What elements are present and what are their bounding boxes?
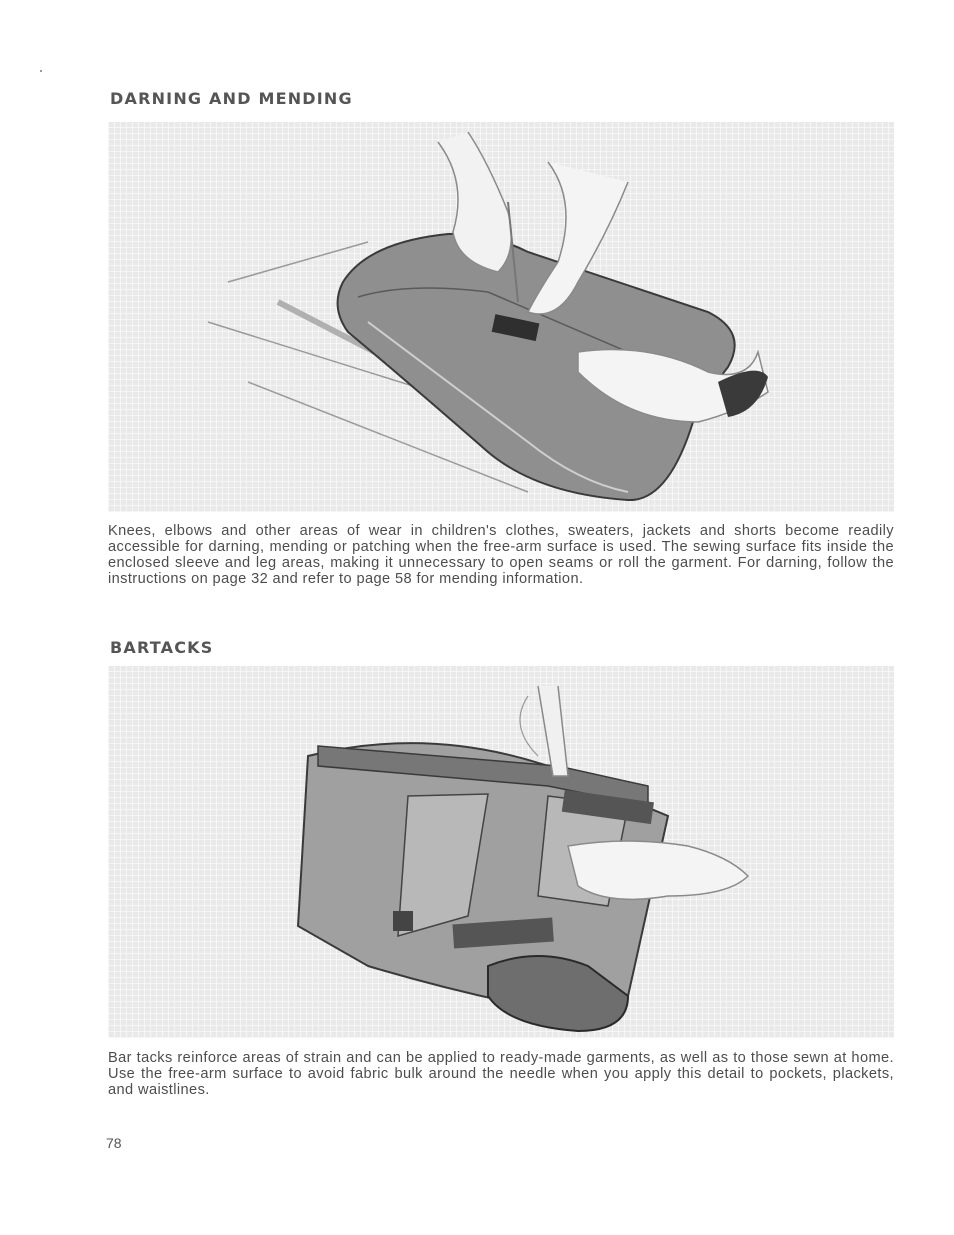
bartacks-illustration [108, 666, 894, 1038]
bartacks-description: Bar tacks reinforce areas of strain and can be applied to ready-made garments, as well as to those sewn at home. Use the free-arm surface to avoid fabric bulk around the needle when you apply this detail to pockets, plackets, and waistlines. [108, 1050, 894, 1098]
section-heading-bartacks: BARTACKS [110, 638, 214, 657]
darning-illustration [108, 122, 894, 512]
free-arm-waistband-drawing [108, 666, 894, 1038]
darning-description: Knees, elbows and other areas of wear in children's clothes, sweaters, jackets and shorts become readily accessible for darning, mending or patching when the free-arm surface is used. The sewing surface fits inside the enclosed sleeve and leg areas, making it unnecessary to open seams or roll the garment. For darning, follow the instructions on page 32 and refer to page 58 for mending information. [108, 523, 894, 587]
section-heading-darning: DARNING AND MENDING [110, 89, 353, 108]
page-number: 78 [106, 1135, 122, 1151]
scan-speck [40, 70, 42, 72]
free-arm-sleeve-drawing [108, 122, 894, 512]
